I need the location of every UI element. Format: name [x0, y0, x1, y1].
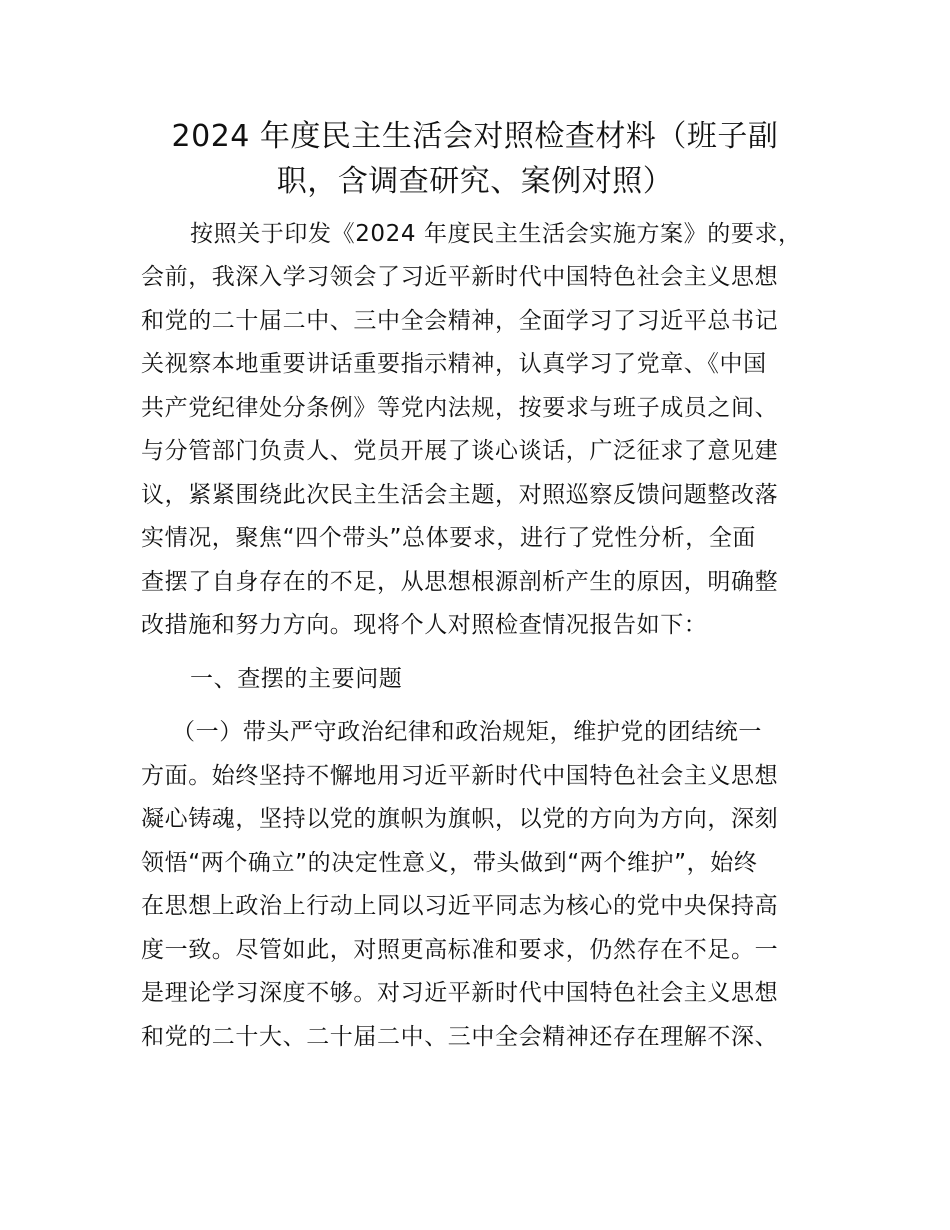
paragraph-line: 查摆了自身存在的不足，从思想根源剖析产生的原因，明确整 — [141, 569, 779, 595]
paragraph-line: 与分管部门负责人、党员开展了谈心谈话，广泛征求了意见建 — [141, 438, 779, 464]
paragraph-line: 在思想上政治上行动上同以习近平同志为核心的党中央保持高 — [141, 893, 779, 919]
paragraph-line: 领悟“两个确立”的决定性意义，带头做到“两个维护”，始终 — [141, 850, 758, 876]
title-line: 2024 年度民主生活会对照检查材料（班子副 — [171, 119, 779, 154]
paragraph-line: 度一致。尽管如此，对照更高标准和要求，仍然存在不足。一 — [141, 937, 779, 963]
paragraph-line: 方面。始终坚持不懈地用习近平新时代中国特色社会主义思想 — [141, 763, 779, 789]
paragraph-line: （一）带头严守政治纪律和政治规矩，维护党的团结统一 — [172, 719, 762, 745]
title-line: 职，含调查研究、案例对照） — [276, 164, 674, 199]
paragraph-line: 和党的二十大、二十届二中、三中全会精神还存在理解不深、 — [141, 1024, 779, 1050]
document-title — [120, 114, 830, 204]
paragraph-line: 改措施和努力方向。现将个人对照检查情况报告如下： — [141, 612, 708, 638]
paragraph-line: 共产党纪律处分条例》等党内法规，按要求与班子成员之间、 — [141, 395, 779, 421]
paragraph-line: 是理论学习深度不够。对习近平新时代中国特色社会主义思想 — [141, 980, 779, 1006]
paragraph-line: 实情况，聚焦“四个带头”总体要求，进行了党性分析，全面 — [141, 525, 757, 551]
paragraph-line: 关视察本地重要讲话重要指示精神，认真学习了党章、《中国 — [141, 351, 767, 377]
paragraph-line: 凝心铸魂，坚持以党的旗帜为旗帜，以党的方向为方向，深刻 — [141, 806, 779, 832]
paragraph-line: 议，紧紧围绕此次民主生活会主题，对照巡察反馈问题整改落 — [141, 482, 779, 508]
section-heading: 一、查摆的主要问题 — [190, 666, 403, 692]
paragraph-line: 按照关于印发《2024 年度民主生活会实施方案》的要求， — [190, 221, 802, 247]
paragraph-line: 会前，我深入学习领会了习近平新时代中国特色社会主义思想 — [141, 264, 779, 290]
paragraph-line: 和党的二十届二中、三中全会精神，全面学习了习近平总书记 — [141, 308, 779, 334]
